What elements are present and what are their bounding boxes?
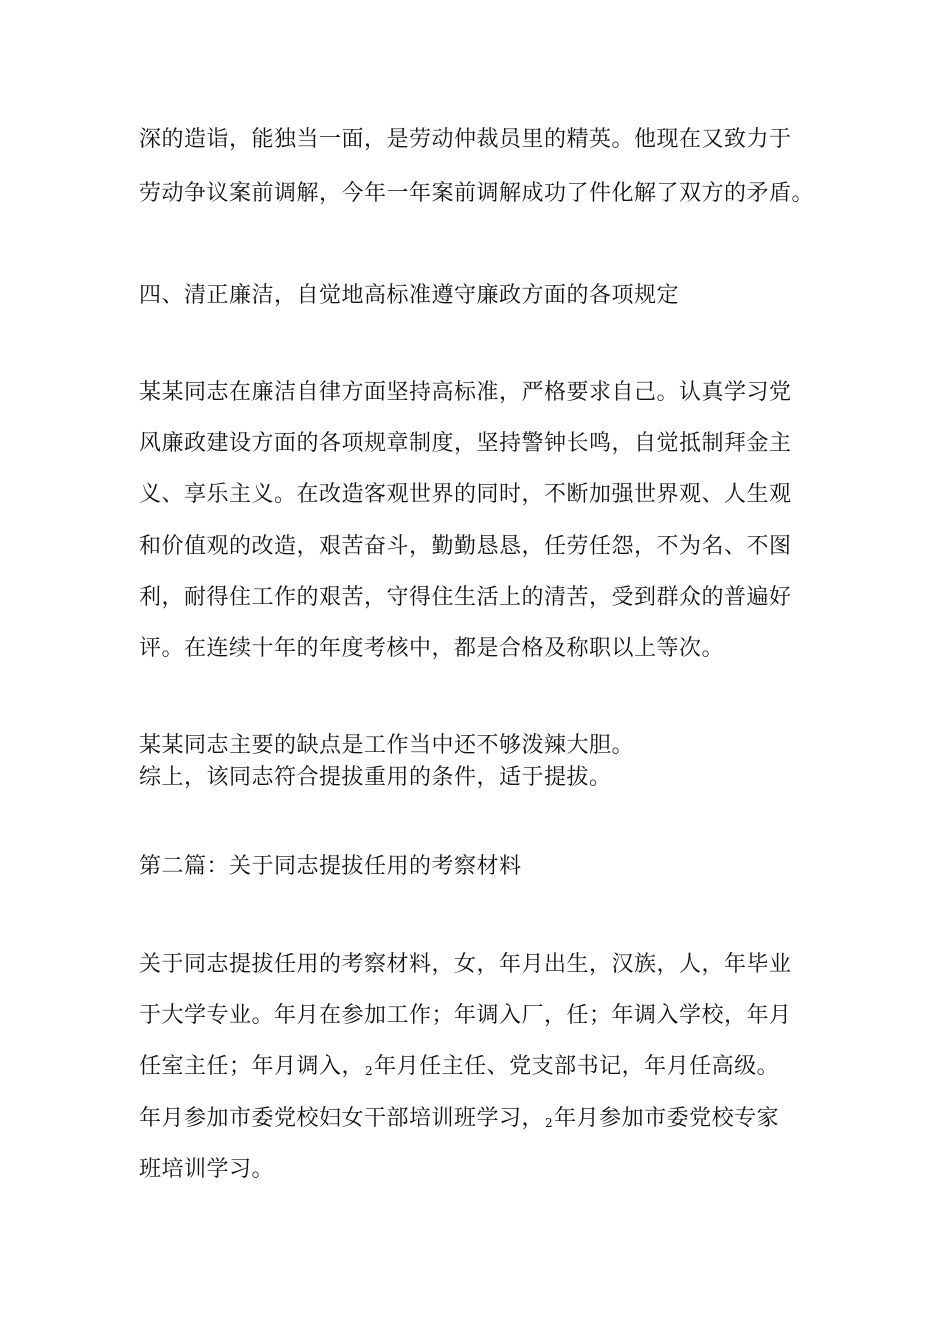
paragraph-resume (139, 953, 839, 1182)
text-line (139, 1107, 839, 1131)
text-segment: 年月参加市委党校专家 (554, 1105, 780, 1131)
text-line: 于大学专业。年月在参加工作；年调入厂，任；年调入学校，年月 (139, 1003, 792, 1029)
text-line: 义、享乐主义。在改造客观世界的同时，不断加强世界观、人生观 (139, 482, 792, 508)
text-line: 劳动争议案前调解，今年一年案前调解成功了件化解了双方的矛盾。 (139, 181, 815, 206)
text-line: 关于同志提拔任用的考察材料，女，年月出生，汉族，人，年毕业 (139, 952, 792, 977)
text-segment: 年月任主任、党支部书记，年月任高级。 (374, 1054, 780, 1080)
text-line (139, 1055, 839, 1079)
paragraph-continuation (139, 128, 839, 206)
text-segment: 任室主任；年月调入， (139, 1054, 365, 1080)
text-segment: 年月参加市委党校妇女干部培训班学习， (139, 1105, 545, 1131)
text-line: 评。在连续十年的年度考核中，都是合格及称职以上等次。 (139, 635, 725, 661)
text-line: 风廉政建设方面的各项规章制度，坚持警钟长鸣，自觉抵制拜金主 (139, 431, 792, 457)
small-numeral: 2 (545, 1115, 554, 1130)
small-numeral: 2 (365, 1064, 374, 1079)
text-line: 深的造诣，能独当一面，是劳动仲裁员里的精英。他现在又致力于 (139, 127, 792, 152)
text-line: 某某同志在廉洁自律方面坚持高标准，严格要求自己。认真学习党 (139, 380, 792, 405)
heading-text: 四、清正廉洁，自觉地高标准遵守廉政方面的各项规定 (139, 283, 680, 308)
section-2-title (139, 855, 839, 879)
paragraph-integrity (139, 381, 839, 661)
text-line: 某某同志主要的缺点是工作当中还不够泼辣大胆。 (139, 733, 635, 758)
section-heading-4 (139, 284, 839, 308)
text-line: 综上，该同志符合提拔重用的条件，适于提拔。 (139, 765, 612, 790)
text-line: 和价值观的改造，艰苦奋斗，勤勤恳恳，任劳任怨，不为名、不图 (139, 533, 792, 559)
section-title-text: 第二篇：关于同志提拔任用的考察材料 (139, 854, 522, 879)
text-line: 利，耐得住工作的艰苦，守得住生活上的清苦，受到群众的普遍好 (139, 584, 792, 610)
text-line: 班培训学习。 (139, 1156, 275, 1182)
paragraph-conclusion (139, 734, 839, 790)
